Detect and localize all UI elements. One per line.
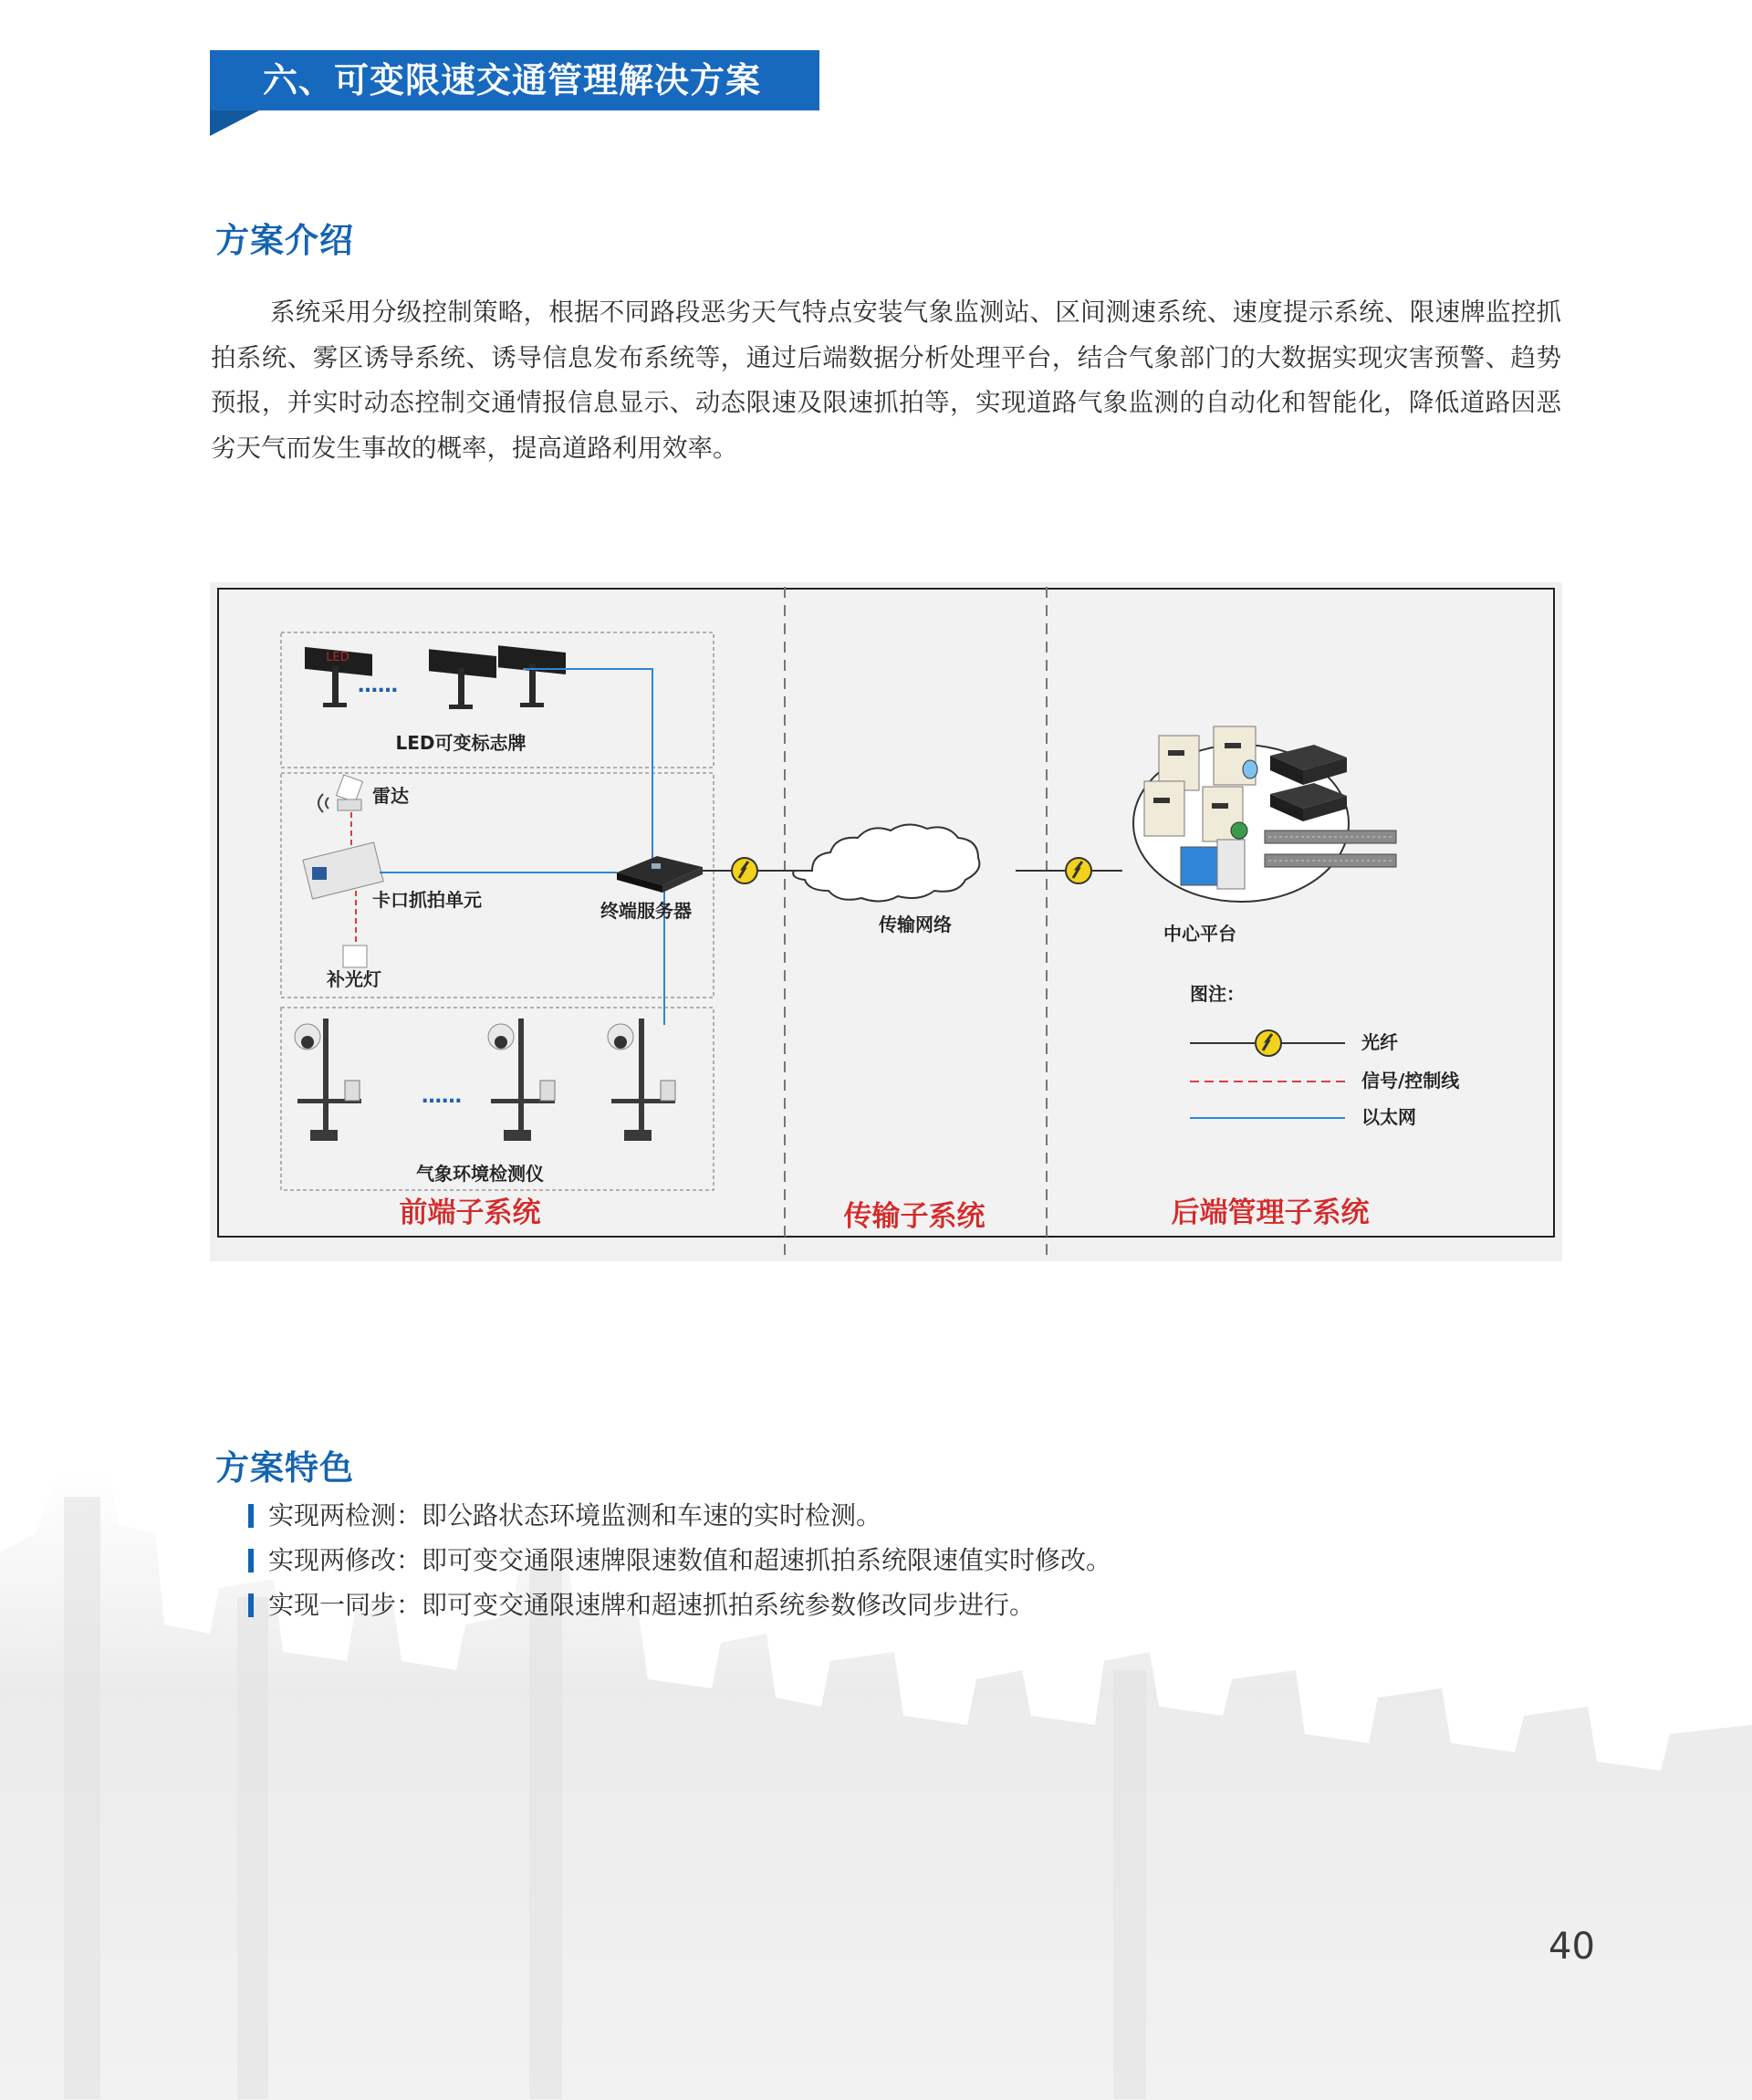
checkpoint-label: 卡口抓拍单元 [372,889,482,911]
feature-text: 实现一同步：即可变交通限速牌和超速抓拍系统参数修改同步进行。 [268,1590,1036,1620]
terminal-server-label: 终端服务器 [600,900,692,922]
transport-system-label: 传输子系统 [843,1200,986,1233]
weather-dots: …… [422,1085,462,1108]
bullet-bar-icon [248,1593,254,1617]
fiber-connector-left [732,858,757,883]
backend-system-label: 后端管理子系统 [1171,1196,1370,1229]
intro-heading: 方案介绍 [215,221,354,260]
radar-label: 雷达 [372,785,409,807]
legend-ethernet-label: 以太网 [1361,1106,1416,1128]
led-sign-text: LED [326,651,349,664]
features-heading: 方案特色 [215,1448,354,1488]
legend-fiber-icon [1256,1030,1281,1056]
network-label: 传输网络 [879,914,952,935]
page-number: 40 [1549,1926,1595,1968]
bullet-bar-icon [248,1549,254,1572]
feature-item [246,1538,1111,1583]
fill-light-label: 补光灯 [327,968,381,990]
fill-light-icon [343,946,367,967]
legend-fiber-label: 光纤 [1361,1031,1398,1053]
front-system-label: 前端子系统 [399,1196,541,1229]
led-dots: …… [358,674,398,697]
legend-signal-label: 信号/控制线 [1361,1070,1460,1092]
system-diagram [210,582,1562,1261]
features-list [246,1493,1111,1627]
feature-text: 实现两修改：即可变交通限速牌限速数值和超速抓拍系统限速值实时修改。 [268,1545,1112,1575]
intro-paragraph: 系统采用分级控制策略，根据不同路段恶劣天气特点安装气象监测站、区间测速系统、速度提示系统、限速牌监控抓拍系统、雾区诱导系统、诱导信息发布系统等，通过后端数据分析处理平台，结合气象部门的大数据实现灾害预警、趋势预报，并实时动态控制交通情报信息显示、动态限速及限速抓拍等，实现道路气象监测的自动化和智能化，降低道路因恶劣天气而发生事故的概率，提高道路利用效率。 [211,298,1561,463]
bullet-bar-icon [248,1504,254,1528]
weather-label: 气象环境检测仪 [416,1163,544,1185]
fiber-connector-right [1066,858,1091,883]
feature-item [246,1583,1111,1627]
banner-title: 六、可变限速交通管理解决方案 [263,60,762,100]
banner-tab [210,110,259,136]
feature-item [246,1493,1111,1538]
section-banner [210,50,819,110]
feature-text: 实现两检测：即公路状态环境监测和车速的实时检测。 [268,1500,882,1531]
center-label: 中心平台 [1163,923,1236,945]
legend-title: 图注： [1190,983,1245,1005]
led-label: LED可变标志牌 [395,732,527,754]
